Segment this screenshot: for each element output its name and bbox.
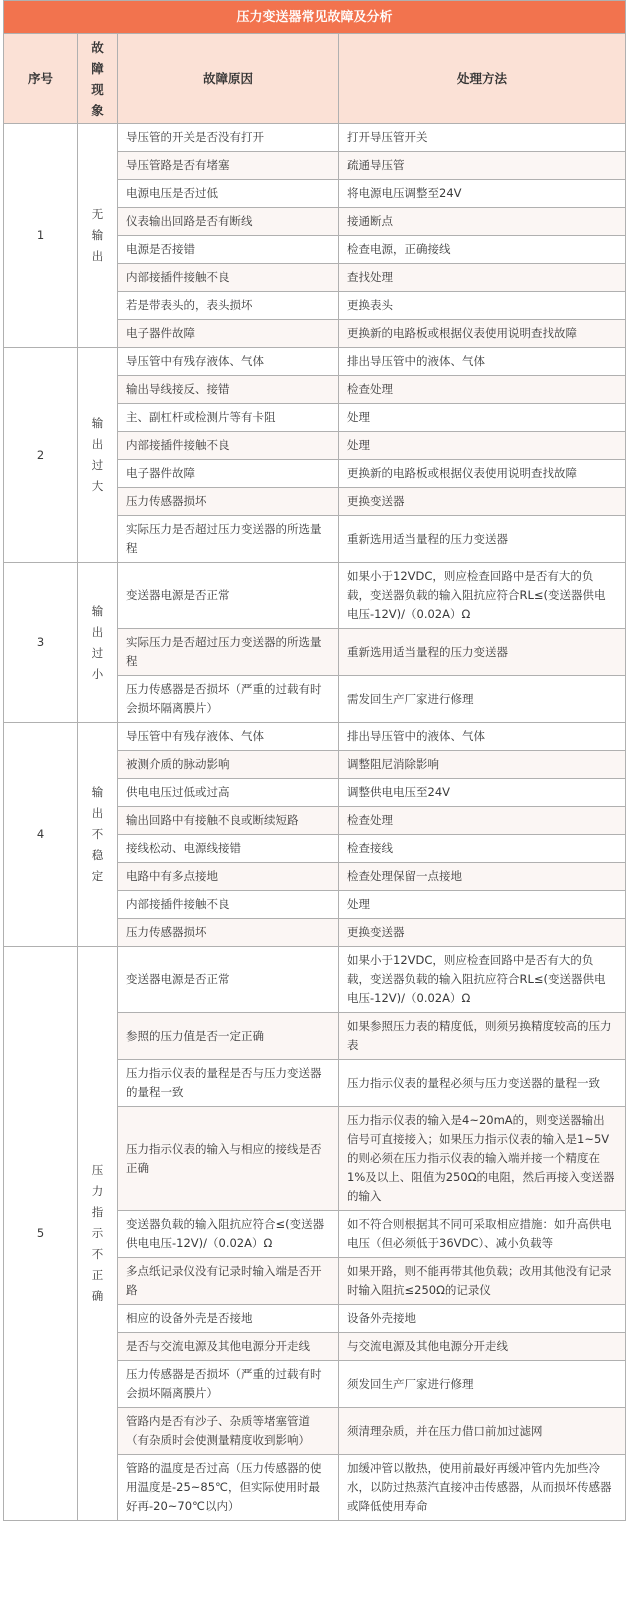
fault-cause: 多点纸记录仪没有记录时输入端是否开路: [118, 1258, 339, 1305]
fault-cause: 仪表输出回路是否有断线: [118, 208, 339, 236]
fault-solution: 更换表头: [339, 292, 626, 320]
group-symptom: 输出过小: [78, 563, 118, 723]
fault-cause: 压力指示仪表的量程是否与压力变送器的量程一致: [118, 1060, 339, 1107]
fault-cause: 参照的压力值是否一定正确: [118, 1013, 339, 1060]
table-row: [4, 723, 626, 751]
fault-cause: 压力传感器是否损坏（严重的过载有时会损坏隔离膜片）: [118, 676, 339, 723]
fault-cause: 主、副杠杆或检测片等有卡阻: [118, 404, 339, 432]
fault-solution: 更换变送器: [339, 919, 626, 947]
fault-solution: 接通断点: [339, 208, 626, 236]
fault-solution: 须发回生产厂家进行修理: [339, 1361, 626, 1408]
fault-solution: 排出导压管中的液体、气体: [339, 723, 626, 751]
fault-cause: 电路中有多点接地: [118, 863, 339, 891]
header-cause: 故障原因: [118, 34, 339, 124]
fault-cause: 变送器负载的输入阻抗应符合≤(变送器供电电压-12V)/（0.02A）Ω: [118, 1211, 339, 1258]
fault-solution: 如果开路，则不能再带其他负载；改用其他没有记录时输入阻抗≤250Ω的记录仪: [339, 1258, 626, 1305]
fault-solution: 更换新的电路板或根据仪表使用说明查找故障: [339, 460, 626, 488]
table-body: [4, 124, 626, 1521]
fault-cause: 供电电压过低或过高: [118, 779, 339, 807]
fault-solution: 更换变送器: [339, 488, 626, 516]
fault-solution: 检查处理: [339, 807, 626, 835]
fault-cause: 被测介质的脉动影响: [118, 751, 339, 779]
fault-cause: 管路内是否有沙子、杂质等堵塞管道（有杂质时会使测量精度收到影响）: [118, 1408, 339, 1455]
fault-solution: 检查接线: [339, 835, 626, 863]
fault-cause: 压力传感器损坏: [118, 488, 339, 516]
fault-solution: 打开导压管开关: [339, 124, 626, 152]
fault-solution: 疏通导压管: [339, 152, 626, 180]
group-index: 5: [4, 947, 78, 1521]
group-index: 3: [4, 563, 78, 723]
fault-solution: 加缓冲管以散热，使用前最好再缓冲管内先加些冷水，以防过热蒸汽直接冲击传感器，从而损坏传感器或降低使用寿命: [339, 1455, 626, 1521]
fault-solution: 处理: [339, 891, 626, 919]
fault-cause: 接线松动、电源线接错: [118, 835, 339, 863]
fault-cause: 导压管中有残存液体、气体: [118, 348, 339, 376]
fault-cause: 相应的设备外壳是否接地: [118, 1305, 339, 1333]
group-symptom: 压力指示不正确: [78, 947, 118, 1521]
fault-cause: 是否与交流电源及其他电源分开走线: [118, 1333, 339, 1361]
fault-cause: 压力传感器是否损坏（严重的过载有时会损坏隔离膜片）: [118, 1361, 339, 1408]
fault-solution: 处理: [339, 432, 626, 460]
fault-solution: 如不符合则根据其不同可采取相应措施：如升高供电电压（但必须低于36VDC）、减小负载等: [339, 1211, 626, 1258]
fault-cause: 变送器电源是否正常: [118, 563, 339, 629]
fault-solution: 检查电源，正确接线: [339, 236, 626, 264]
group-symptom: 输出不稳定: [78, 723, 118, 947]
table-row: [4, 348, 626, 376]
table-row: [4, 947, 626, 1013]
fault-cause: 导压管的开关是否没有打开: [118, 124, 339, 152]
fault-solution: 如果小于12VDC，则应检查回路中是否有大的负载，变送器负载的输入阻抗应符合RL≤(变送器供电电压-12V)/（0.02A）Ω: [339, 563, 626, 629]
fault-solution: 检查处理: [339, 376, 626, 404]
header-index: 序号: [4, 34, 78, 124]
fault-cause: 导压管路是否有堵塞: [118, 152, 339, 180]
fault-table: [3, 0, 626, 1521]
group-index: 4: [4, 723, 78, 947]
fault-cause: 内部接插件接触不良: [118, 264, 339, 292]
header-symptom: 故障现象: [78, 34, 118, 124]
fault-cause: 输出导线接反、接错: [118, 376, 339, 404]
group-symptom: 输出过大: [78, 348, 118, 563]
fault-solution: 与交流电源及其他电源分开走线: [339, 1333, 626, 1361]
header-solution: 处理方法: [339, 34, 626, 124]
fault-cause: 压力指示仪表的输入与相应的接线是否正确: [118, 1107, 339, 1211]
fault-solution: 查找处理: [339, 264, 626, 292]
fault-cause: 内部接插件接触不良: [118, 891, 339, 919]
fault-solution: 处理: [339, 404, 626, 432]
fault-solution: 检查处理保留一点接地: [339, 863, 626, 891]
fault-solution: 排出导压管中的液体、气体: [339, 348, 626, 376]
fault-cause: 电子器件故障: [118, 460, 339, 488]
fault-cause: 电源是否接错: [118, 236, 339, 264]
fault-cause: 导压管中有残存液体、气体: [118, 723, 339, 751]
fault-solution: 调整供电电压至24V: [339, 779, 626, 807]
fault-solution: 调整阻尼消除影响: [339, 751, 626, 779]
fault-solution: 重新选用适当量程的压力变送器: [339, 629, 626, 676]
fault-solution: 须清理杂质，并在压力借口前加过滤网: [339, 1408, 626, 1455]
fault-solution: 更换新的电路板或根据仪表使用说明查找故障: [339, 320, 626, 348]
fault-cause: 内部接插件接触不良: [118, 432, 339, 460]
table-row: [4, 124, 626, 152]
fault-solution: 压力指示仪表的量程必须与压力变送器的量程一致: [339, 1060, 626, 1107]
fault-solution: 设备外壳接地: [339, 1305, 626, 1333]
table-row: [4, 563, 626, 629]
fault-cause: 实际压力是否超过压力变送器的所选量程: [118, 516, 339, 563]
fault-cause: 输出回路中有接触不良或断续短路: [118, 807, 339, 835]
fault-solution: 需发回生产厂家进行修理: [339, 676, 626, 723]
fault-solution: 将电源电压调整至24V: [339, 180, 626, 208]
table-title: 压力变送器常见故障及分析: [4, 1, 626, 34]
group-symptom: 无输出: [78, 124, 118, 348]
fault-cause: 实际压力是否超过压力变送器的所选量程: [118, 629, 339, 676]
fault-cause: 若是带表头的，表头损坏: [118, 292, 339, 320]
group-index: 2: [4, 348, 78, 563]
fault-cause: 变送器电源是否正常: [118, 947, 339, 1013]
group-index: 1: [4, 124, 78, 348]
fault-cause: 电子器件故障: [118, 320, 339, 348]
fault-cause: 电源电压是否过低: [118, 180, 339, 208]
fault-solution: 压力指示仪表的输入是4~20mA的，则变送器输出信号可直接接入；如果压力指示仪表的输入是1~5V的则必须在压力指示仪表的输入端并接一个精度在1%及以上、阻值为250Ω的电阻，然后再接入变送器的输入: [339, 1107, 626, 1211]
fault-solution: 重新选用适当量程的压力变送器: [339, 516, 626, 563]
fault-solution: 如果参照压力表的精度低，则须另换精度较高的压力表: [339, 1013, 626, 1060]
fault-cause: 压力传感器损坏: [118, 919, 339, 947]
fault-cause: 管路的温度是否过高（压力传感器的使用温度是-25~85℃，但实际使用时最好再-20~70℃以内）: [118, 1455, 339, 1521]
fault-solution: 如果小于12VDC，则应检查回路中是否有大的负载，变送器负载的输入阻抗应符合RL≤(变送器供电电压-12V)/（0.02A）Ω: [339, 947, 626, 1013]
